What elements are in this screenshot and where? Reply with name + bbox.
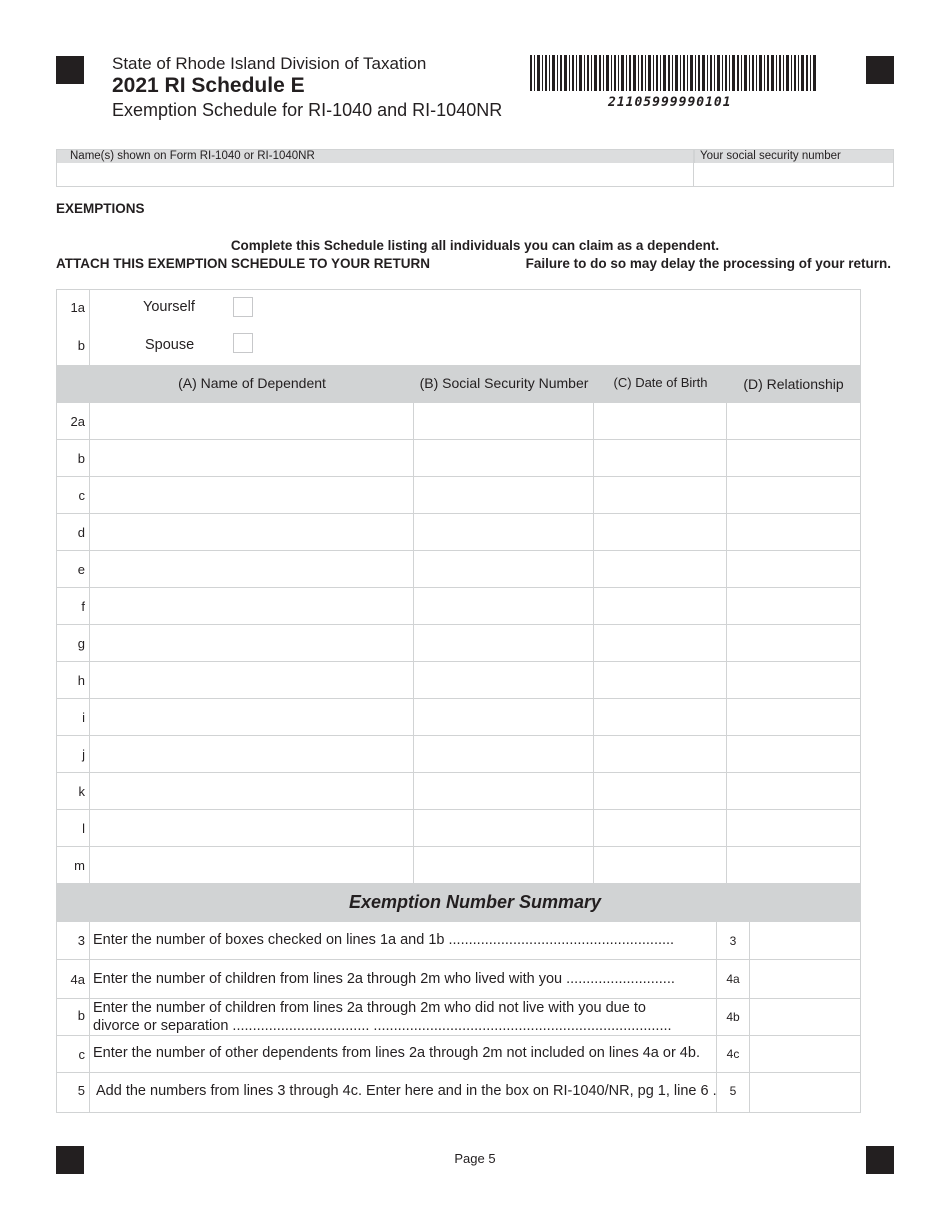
dependent-name-cell	[90, 810, 414, 846]
dependent-ssn-cell	[414, 477, 594, 513]
dependent-ssn-input[interactable]	[414, 736, 593, 772]
line-4b-input[interactable]	[751, 1001, 861, 1034]
dependent-dob-cell	[594, 736, 727, 772]
dependent-dob-input[interactable]	[594, 810, 726, 846]
dependent-ssn-cell	[414, 625, 594, 661]
dependent-relationship-input[interactable]	[727, 736, 860, 772]
form-title: 2021 RI Schedule E	[112, 74, 305, 97]
dependent-row	[57, 477, 860, 514]
dependent-ssn-input[interactable]	[414, 588, 593, 624]
dependent-relationship-input[interactable]	[727, 514, 860, 550]
dependent-relationship-cell	[727, 699, 860, 735]
dependent-dob-input[interactable]	[594, 477, 726, 513]
dependent-dob-cell	[594, 810, 727, 846]
dependent-name-input[interactable]	[90, 440, 413, 476]
registration-mark-top-right	[866, 56, 894, 84]
dependent-dob-cell	[594, 440, 727, 476]
dependent-dob-cell	[594, 773, 727, 809]
line-number: m	[57, 847, 90, 884]
dependent-name-input[interactable]	[90, 514, 413, 550]
dependent-dob-cell	[594, 847, 727, 884]
dependent-dob-input[interactable]	[594, 847, 726, 884]
line-number: f	[57, 588, 90, 624]
dependent-relationship-input[interactable]	[727, 625, 860, 661]
page-number: Page 5	[454, 1151, 496, 1166]
dependent-relationship-cell	[727, 551, 860, 587]
dependent-ssn-input[interactable]	[414, 440, 593, 476]
dependent-name-cell	[90, 773, 414, 809]
line-5-box-label: 5	[716, 1073, 750, 1112]
dependent-name-input[interactable]	[90, 477, 413, 513]
dependent-name-input[interactable]	[90, 699, 413, 735]
dependent-ssn-cell	[414, 440, 594, 476]
line-number: e	[57, 551, 90, 587]
form-subtitle: Exemption Schedule for RI-1040 and RI-1040NR	[112, 100, 503, 120]
dependent-name-input[interactable]	[90, 810, 413, 846]
dependent-relationship-input[interactable]	[727, 847, 860, 884]
summary-line-3	[57, 922, 860, 960]
dependent-relationship-cell	[727, 810, 860, 846]
dependent-relationship-cell	[727, 514, 860, 550]
line-5-text: Add the numbers from lines 3 through 4c. Enter here and in the box on RI-1040/NR, pg 1, line 6 .	[96, 1083, 717, 1099]
dependent-relationship-input[interactable]	[727, 551, 860, 587]
dependent-dob-cell	[594, 477, 727, 513]
line-number: b	[57, 999, 90, 1035]
dependent-name-cell	[90, 477, 414, 513]
line-number: d	[57, 514, 90, 550]
dependent-ssn-cell	[414, 699, 594, 735]
dependent-row	[57, 736, 860, 773]
dependent-relationship-input[interactable]	[727, 662, 860, 698]
dependent-ssn-input[interactable]	[414, 477, 593, 513]
dependent-ssn-cell	[414, 514, 594, 550]
dependent-name-cell	[90, 699, 414, 735]
line-5-input[interactable]	[751, 1075, 861, 1110]
dependent-dob-input[interactable]	[594, 514, 726, 550]
instruction-text: Complete this Schedule listing all individuals you can claim as a dependent.	[230, 238, 720, 253]
line-4a-text: Enter the number of children from lines 2a through 2m who lived with you ...........................	[93, 971, 675, 987]
dependent-dob-input[interactable]	[594, 588, 726, 624]
dependent-ssn-input[interactable]	[414, 551, 593, 587]
line-number: 1a	[57, 290, 90, 328]
ssn-label: Your social security number	[694, 150, 893, 163]
dependent-row	[57, 514, 860, 551]
summary-title: Exemption Number Summary	[348, 892, 602, 912]
summary-line-4b	[57, 999, 860, 1036]
dependent-dob-input[interactable]	[594, 625, 726, 661]
dependent-ssn-cell	[414, 588, 594, 624]
barcode-number: 21105999990101	[608, 95, 732, 110]
summary-header-row	[57, 884, 860, 922]
barcode	[530, 55, 816, 91]
taxpayer-name-input[interactable]	[61, 164, 693, 188]
dependents-header-row	[57, 365, 860, 403]
dependent-ssn-input[interactable]	[414, 847, 593, 884]
dependent-relationship-cell	[727, 773, 860, 809]
col-ssn-header: (B) Social Security Number	[419, 375, 589, 391]
spouse-checkbox[interactable]	[233, 333, 253, 353]
dependent-relationship-input[interactable]	[727, 810, 860, 846]
line-number: g	[57, 625, 90, 661]
line-4b-text-continued: divorce or separation .................................. ..........................................................................	[93, 1018, 672, 1034]
dependent-relationship-cell	[727, 477, 860, 513]
line-number: h	[57, 662, 90, 698]
line-4c-box-label: 4c	[716, 1036, 750, 1072]
spouse-label: Spouse	[145, 337, 195, 353]
dependent-row	[57, 403, 860, 440]
delay-warning: Failure to do so may delay the processing of your return.	[525, 256, 891, 271]
summary-line-4c	[57, 1036, 860, 1073]
col-relationship-header: (D) Relationship	[743, 376, 844, 392]
name-label: Name(s) shown on Form RI-1040 or RI-1040NR	[57, 150, 693, 163]
dependent-name-cell	[90, 625, 414, 661]
dependent-dob-input[interactable]	[594, 551, 726, 587]
dependent-relationship-input[interactable]	[727, 699, 860, 735]
line-number: 4a	[57, 960, 90, 998]
dependent-relationship-cell	[727, 403, 860, 439]
dependent-relationship-cell	[727, 847, 860, 884]
summary-header-spacer	[57, 884, 90, 921]
dependent-ssn-input[interactable]	[414, 699, 593, 735]
dependent-dob-cell	[594, 403, 727, 439]
taxpayer-ssn-input[interactable]	[697, 164, 895, 188]
dependent-dob-input[interactable]	[594, 662, 726, 698]
dependent-row	[57, 625, 860, 662]
col-dob-header: (C) Date of Birth	[613, 375, 708, 390]
line-4b-box-label: 4b	[716, 999, 750, 1035]
taxpayer-info-box	[56, 149, 894, 187]
dependent-dob-input[interactable]	[594, 699, 726, 735]
dependent-ssn-input[interactable]	[414, 625, 593, 661]
summary-line-4a	[57, 960, 860, 999]
line-4a-input[interactable]	[751, 962, 861, 997]
dependent-name-cell	[90, 440, 414, 476]
dependent-row	[57, 551, 860, 588]
dependent-name-input[interactable]	[90, 662, 413, 698]
dependent-row	[57, 440, 860, 477]
dependent-ssn-input[interactable]	[414, 810, 593, 846]
dependent-row	[57, 662, 860, 699]
exemption-summary-table	[56, 883, 861, 1113]
dependent-ssn-cell	[414, 736, 594, 772]
taxpayer-box-divider	[693, 150, 694, 186]
line-3-text: Enter the number of boxes checked on lines 1a and 1b ........................................................	[93, 932, 675, 948]
line-1a-row	[57, 290, 860, 328]
col-name-header: (A) Name of Dependent	[178, 375, 326, 391]
dependent-ssn-input[interactable]	[414, 662, 593, 698]
dependent-name-input[interactable]	[90, 588, 413, 624]
dependent-name-input[interactable]	[90, 625, 413, 661]
dependent-dob-cell	[594, 551, 727, 587]
dependent-ssn-cell	[414, 810, 594, 846]
dependent-dob-input[interactable]	[594, 403, 726, 439]
dependent-ssn-input[interactable]	[414, 514, 593, 550]
dependent-relationship-input[interactable]	[727, 773, 860, 809]
registration-mark-top-left	[56, 56, 84, 84]
dependent-dob-cell	[594, 699, 727, 735]
dependent-dob-input[interactable]	[594, 773, 726, 809]
dependent-ssn-cell	[414, 551, 594, 587]
dependent-name-input[interactable]	[90, 551, 413, 587]
line-3-box-label: 3	[716, 922, 750, 959]
dependent-dob-input[interactable]	[594, 440, 726, 476]
dependent-relationship-input[interactable]	[727, 477, 860, 513]
dependent-name-cell	[90, 588, 414, 624]
dependent-name-cell	[90, 514, 414, 550]
dependent-ssn-cell	[414, 773, 594, 809]
dependent-row	[57, 773, 860, 810]
dependent-dob-input[interactable]	[594, 736, 726, 772]
line-1b-row	[57, 328, 860, 365]
dependent-name-input[interactable]	[90, 773, 413, 809]
dependent-name-cell	[90, 662, 414, 698]
dependent-relationship-cell	[727, 440, 860, 476]
dependent-dob-cell	[594, 625, 727, 661]
dependent-row	[57, 588, 860, 625]
section-title: EXEMPTIONS	[56, 201, 145, 216]
dependent-relationship-input[interactable]	[727, 440, 860, 476]
dependent-dob-cell	[594, 514, 727, 550]
line-number: c	[57, 1036, 90, 1072]
dependent-ssn-cell	[414, 662, 594, 698]
agency-name: State of Rhode Island Division of Taxation	[112, 54, 427, 73]
dependent-ssn-input[interactable]	[414, 773, 593, 809]
line-number: 2a	[57, 403, 90, 439]
dependent-dob-cell	[594, 588, 727, 624]
attach-instruction: ATTACH THIS EXEMPTION SCHEDULE TO YOUR RETURN	[56, 256, 431, 271]
dependent-row	[57, 699, 860, 736]
line-4a-box-label: 4a	[716, 960, 750, 998]
line-number: l	[57, 810, 90, 846]
dependent-name-cell	[90, 847, 414, 884]
line-4b-text: Enter the number of children from lines 2a through 2m who did not live with you due to	[93, 1000, 646, 1016]
summary-line-5	[57, 1073, 860, 1112]
line-number: b	[57, 328, 90, 365]
dependent-ssn-cell	[414, 403, 594, 439]
line-4c-text: Enter the number of other dependents from lines 2a through 2m not included on lines 4a or 4b.	[93, 1045, 700, 1061]
dependent-name-input[interactable]	[90, 736, 413, 772]
line-3-input[interactable]	[751, 924, 861, 958]
dependent-dob-cell	[594, 662, 727, 698]
dependent-name-cell	[90, 551, 414, 587]
dependent-ssn-cell	[414, 847, 594, 884]
line-number: 5	[57, 1073, 90, 1112]
line-number: b	[57, 440, 90, 476]
dependent-name-cell	[90, 736, 414, 772]
line-number: k	[57, 773, 90, 809]
dependent-relationship-input[interactable]	[727, 403, 860, 439]
dependent-relationship-input[interactable]	[727, 588, 860, 624]
dependent-relationship-cell	[727, 736, 860, 772]
dependent-name-input[interactable]	[90, 403, 413, 439]
dependents-table	[56, 289, 861, 884]
line-number: i	[57, 699, 90, 735]
line-number: c	[57, 477, 90, 513]
dependent-row	[57, 810, 860, 847]
dependent-name-cell	[90, 403, 414, 439]
line-number: 3	[57, 922, 90, 959]
dependent-relationship-cell	[727, 662, 860, 698]
dependent-row	[57, 847, 860, 884]
dependent-name-input[interactable]	[90, 847, 413, 884]
line-4c-input[interactable]	[751, 1038, 861, 1071]
dependent-ssn-input[interactable]	[414, 403, 593, 439]
dependent-relationship-cell	[727, 588, 860, 624]
line-number: j	[57, 736, 90, 772]
yourself-label: Yourself	[143, 299, 195, 315]
yourself-checkbox[interactable]	[233, 297, 253, 317]
dependent-relationship-cell	[727, 625, 860, 661]
